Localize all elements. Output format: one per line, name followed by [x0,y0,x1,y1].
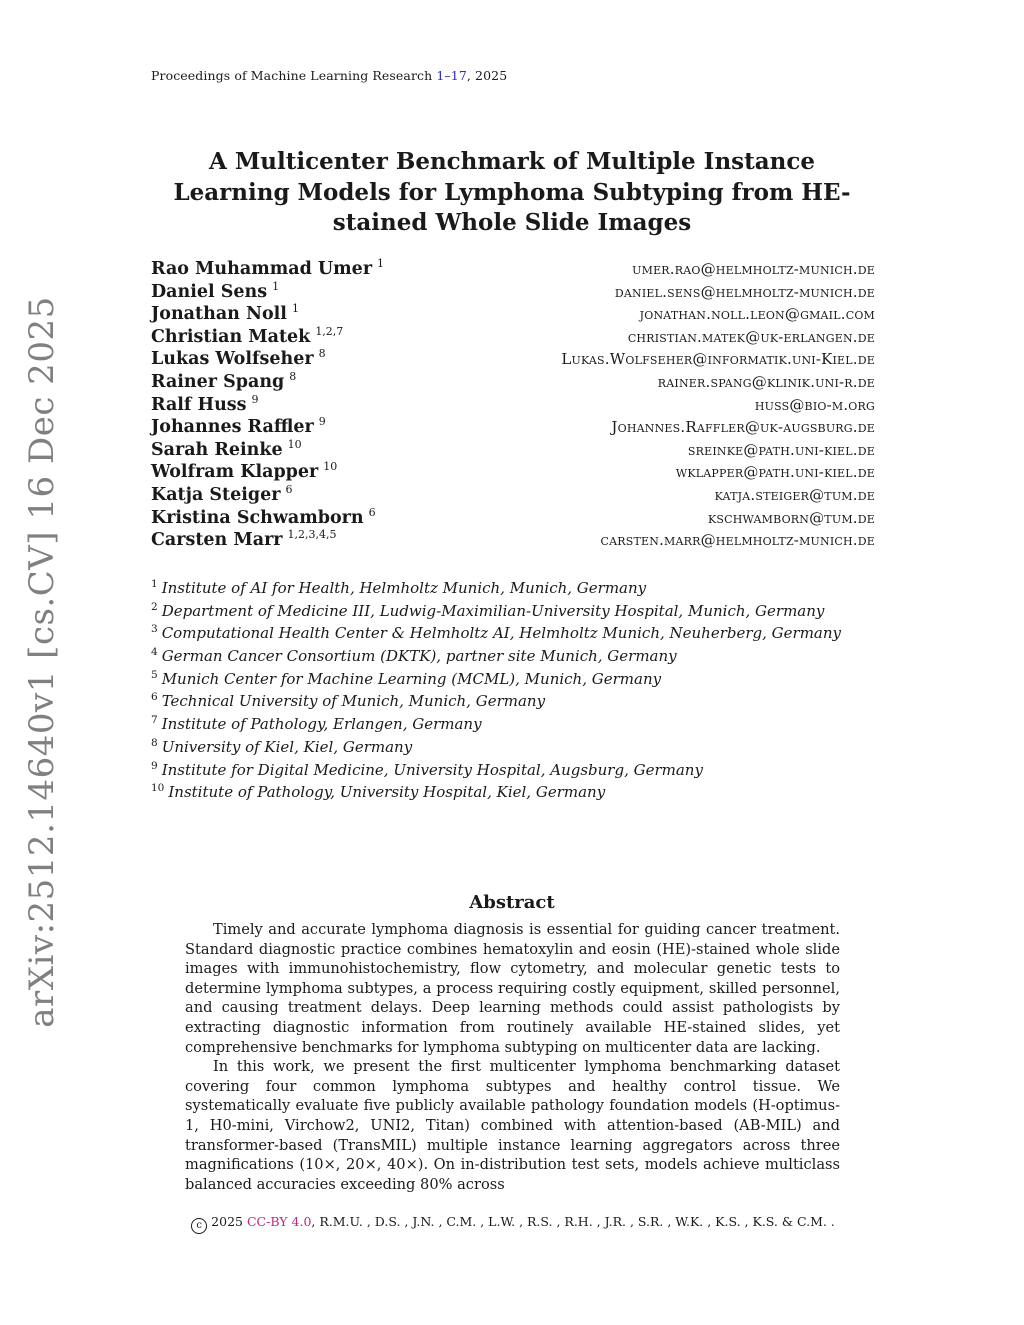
affiliation-item: $^4$ German Cancer Consortium (DKTK), partner site Munich, Germany [151,646,677,666]
author-email[interactable]: umer.rao@helmholtz-munich.de [632,260,875,278]
author-row [151,303,875,326]
author-row [151,439,875,462]
author-email[interactable]: jonathan.noll.leon@gmail.com [639,305,875,324]
author-email[interactable]: rainer.spang@klinik.uni-r.de [657,372,875,391]
author-name: Rao Muhammad Umer $^1$ [151,257,385,279]
author-name: Jonathan Noll $^1$ [151,302,299,325]
author-row [151,484,875,507]
author-row [151,529,875,552]
author-email[interactable]: huss@bio-m.org [754,395,875,414]
author-row [151,507,875,530]
author-row [151,371,875,394]
footer-year: 2025 [207,1214,247,1229]
author-row [151,326,875,349]
abstract-paragraph: In this work, we present the first multicenter lymphoma benchmarking dataset covering four common lymphoma subtypes and healthy control tissue. We systematically evaluate five publicly available pathology foundation models (H-optimus-1, H0-mini, Virchow2, UNI2, Titan) combined with attention-based (AB-MIL) and transformer-based (TransMIL) multiple instance learning aggregators across three magnifications (10×, 20×, 40×). On in-distribution test sets, models achieve multiclass balanced accuracies exceeding 80% across [185,1058,840,1193]
author-name: Sarah Reinke $^{10}$ [151,437,302,460]
author-row [151,461,875,484]
paper-title: A Multicenter Benchmark of Multiple Instance Learning Models for Lymphoma Subtyping from HE-stained Whole Slide Images [173,148,851,236]
author-email[interactable]: Lukas.Wolfseher@informatik.uni-Kiel.de [561,350,875,369]
abstract-heading: Abstract [469,892,555,913]
author-email[interactable]: kschwamborn@tum.de [707,508,875,527]
author-list [151,258,875,552]
header-pages-link[interactable]: 1–17 [436,68,467,83]
author-name: Ralf Huss $^9$ [151,392,259,415]
abstract-body [185,920,840,1194]
affiliation-item: $^{10}$ Institute of Pathology, University Hospital, Kiel, Germany [151,782,606,802]
author-email[interactable]: wklapper@path.uni-kiel.de [675,463,875,482]
header-year: , 2025 [466,68,508,83]
affiliation-item: $^9$ Institute for Digital Medicine, University Hospital, Augsburg, Germany [151,759,703,779]
author-name: Johannes Raffler $^9$ [151,415,326,438]
author-email[interactable]: christian.matek@uk-erlangen.de [627,327,875,346]
header-venue: Proceedings of Machine Learning Research [151,68,437,83]
author-name: Carsten Marr $^{1,2,3,4,5}$ [151,528,337,551]
author-row [151,258,875,281]
affiliation-item: $^1$ Institute of AI for Health, Helmholtz Munich, Munich, Germany [151,578,647,597]
author-row [151,394,875,417]
arxiv-stamp: arXiv:2512.14640v1 [cs.CV] 16 Dec 2025 [22,296,62,1028]
copyright-footer [151,1214,875,1234]
copyright-icon: c [191,1218,207,1234]
author-row [151,281,875,304]
affiliation-item: $^2$ Department of Medicine III, Ludwig-Maximilian-University Hospital, Munich, Germany [151,600,825,620]
affiliation-item: $^3$ Computational Health Center & Helmholtz AI, Helmholtz Munich, Neuherberg, Germany [151,623,842,643]
author-email[interactable]: katja.steiger@tum.de [714,485,875,504]
affiliation-list [151,577,875,804]
author-email[interactable]: sreinke@path.uni-kiel.de [687,440,875,459]
affiliation-item: $^5$ Munich Center for Machine Learning (MCML), Munich, Germany [151,668,662,688]
author-email[interactable]: carsten.marr@helmholtz-munich.de [600,531,875,550]
affiliation-item: $^7$ Institute of Pathology, Erlangen, Germany [151,714,482,734]
affiliation-item: $^6$ Technical University of Munich, Munich, Germany [151,691,546,711]
author-name: Rainer Spang $^8$ [151,369,297,392]
author-name: Daniel Sens $^1$ [151,279,280,302]
author-email[interactable]: Johannes.Raffler@uk-augsburg.de [611,418,875,437]
footer-initials: , R.M.U. , D.S. , J.N. , C.M. , L.W. , R.S. , R.H. , J.R. , S.R. , W.K. , K.S. , K.S. & C.M. . [311,1214,835,1229]
author-row [151,416,875,439]
author-email[interactable]: daniel.sens@helmholtz-munich.de [614,282,875,301]
author-name: Kristina Schwamborn $^6$ [151,505,376,528]
running-header [151,68,507,83]
license-link[interactable]: CC-BY 4.0 [246,1214,312,1229]
author-name: Wolfram Klapper $^{10}$ [151,460,338,483]
author-name: Lukas Wolfseher $^8$ [151,347,326,370]
author-row [151,348,875,371]
abstract-paragraph: Timely and accurate lymphoma diagnosis is essential for guiding cancer treatment. Standard diagnostic practice combines hematoxylin and eosin (HE)-stained whole slide images with immunohistochemistry, flow cytometry, and molecular genetic tests to determine lymphoma subtypes, a process requiring costly equipment, skilled personnel, and causing treatment delays. Deep learning methods could assist pathologists by extracting diagnostic information from routinely available HE-stained slides, yet comprehensive benchmarks for lymphoma subtyping on multicenter data are lacking. [185,921,840,1056]
affiliation-item: $^8$ University of Kiel, Kiel, Germany [151,736,413,756]
author-name: Christian Matek $^{1,2,7}$ [151,324,344,347]
author-name: Katja Steiger $^6$ [151,482,293,505]
